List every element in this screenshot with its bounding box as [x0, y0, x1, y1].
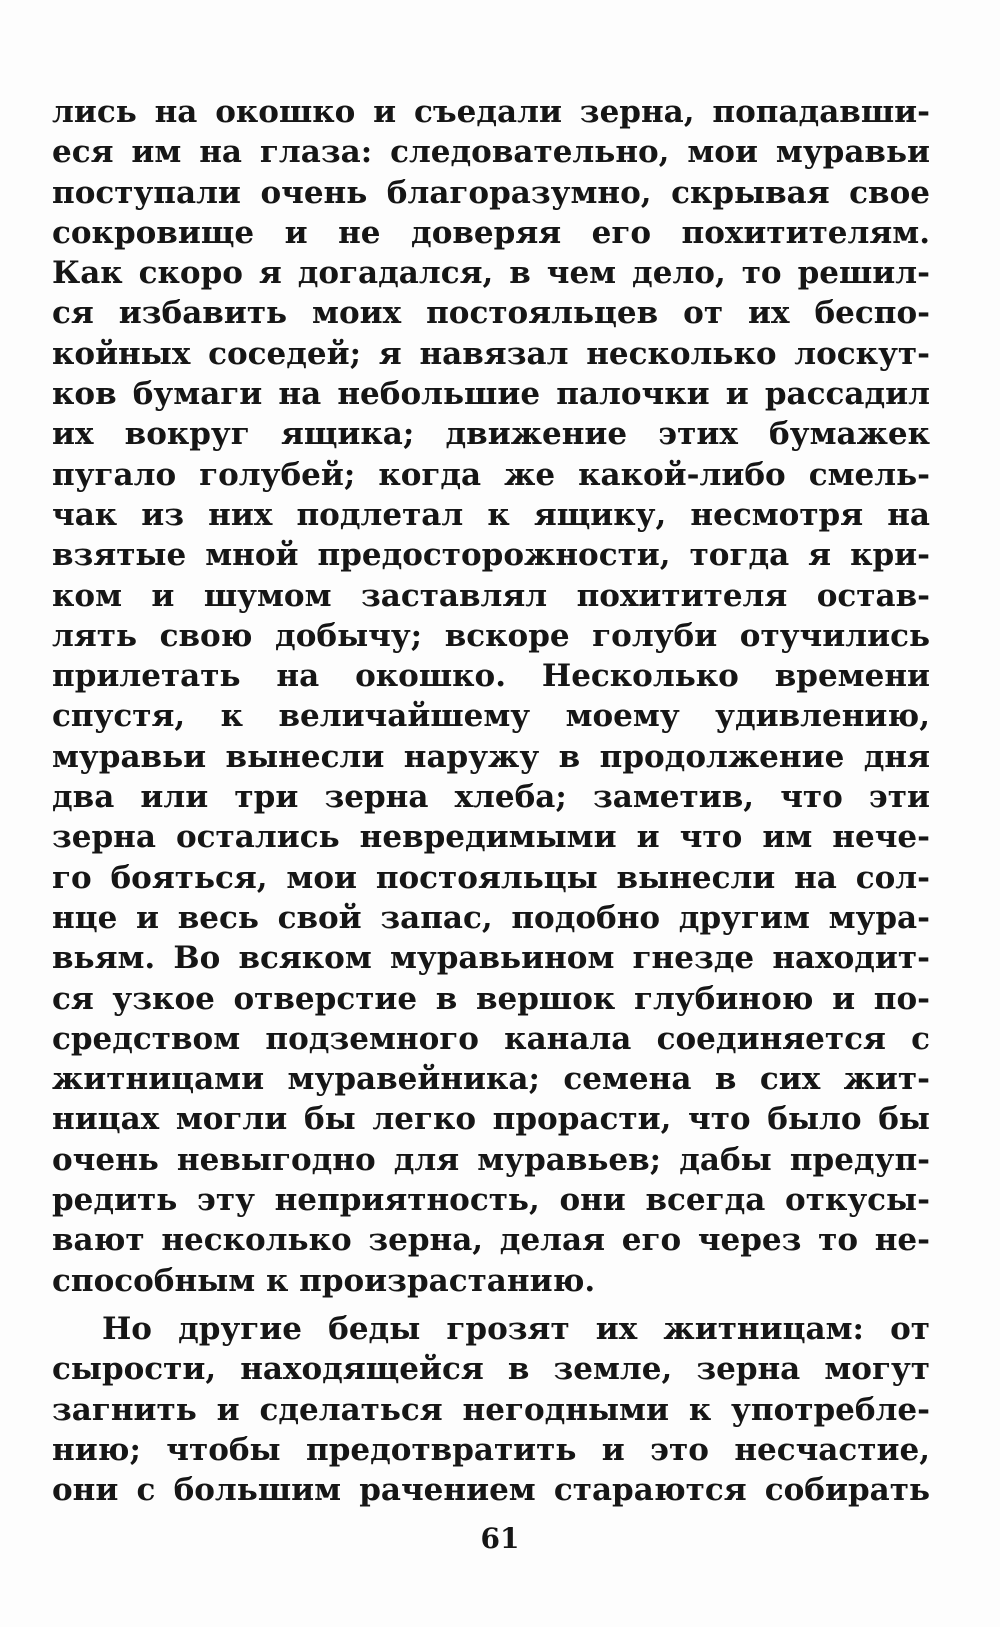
text-line: го бояться, мои постояльцы вынесли на сол- [52, 859, 930, 896]
text-line: вьям. Во всяком муравьином гнезде находит- [52, 940, 930, 977]
text-line: взятые мной предосторожности, тогда я кри- [52, 537, 930, 574]
text-line: ков бумаги на небольшие палочки и рассадил [52, 376, 930, 413]
text-line: житницами муравейника; семена в сих жит- [52, 1061, 930, 1098]
text-line: чак из них подлетал к ящику, несмотря на [52, 496, 930, 533]
text-line: Но другие беды грозят их житницам: от [102, 1310, 930, 1347]
text-line: очень невыгодно для муравьев; дабы предуп- [52, 1141, 930, 1178]
text-line: ком и шумом заставлял похитителя остав- [52, 577, 930, 614]
text-line: сырости, находящейся в земле, зерна могут [52, 1351, 930, 1388]
body-text [52, 92, 930, 1510]
text-line: средством подземного канала соединяется с [52, 1020, 930, 1057]
text-line: их вокруг ящика; движение этих бумажек [52, 416, 930, 453]
text-line: сокровище и не доверяя его похитителям. [52, 214, 930, 251]
text-line: муравьи вынесли наружу в продолжение дня [52, 738, 930, 775]
text-line: они с большим рачением стараются собирать [52, 1472, 930, 1509]
text-line: два или три зерна хлеба; заметив, что эти [52, 779, 930, 816]
text-line: поступали очень благоразумно, скрывая свое [52, 174, 930, 211]
text-line: зерна остались невредимыми и что им нече- [52, 819, 930, 856]
text-line: лись на окошко и съедали зерна, попадавши- [52, 94, 930, 130]
text-line: нце и весь свой запас, подобно другим мура- [52, 899, 930, 936]
text-line: пугало голубей; когда же какой-либо смель- [52, 456, 930, 493]
text-line: загнить и сделаться негодными к употребле- [52, 1391, 930, 1428]
paragraph-2 [52, 1309, 930, 1510]
text-line: ницах могли бы легко прорасти, что было бы [52, 1101, 930, 1138]
text-line: ся избавить моих постояльцев от их беспо- [52, 295, 930, 332]
text-line: способным к произрастанию. [52, 1262, 596, 1299]
paragraph-gap [52, 1301, 930, 1309]
page-number: 61 [480, 1522, 520, 1555]
text-line: прилетать на окошко. Несколько времени [52, 658, 930, 695]
text-line: ся узкое отверстие в вершок глубиною и по- [52, 980, 930, 1017]
text-line: нию; чтобы предотвратить и это несчастие, [52, 1431, 930, 1468]
text-line: койных соседей; я навязал несколько лоскут- [52, 335, 930, 372]
text-line: Как скоро я догадался, в чем дело, то решил- [52, 255, 930, 292]
text-line: еся им на глаза: следовательно, мои муравьи [52, 134, 930, 171]
paragraph-1 [52, 92, 930, 1301]
text-line: вают несколько зерна, делая его через то не- [52, 1222, 930, 1259]
text-line: лять свою добычу; вскоре голуби отучились [52, 617, 930, 654]
text-line: спустя, к величайшему моему удивлению, [52, 698, 930, 735]
text-line: редить эту неприятность, они всегда откусы- [52, 1182, 930, 1219]
